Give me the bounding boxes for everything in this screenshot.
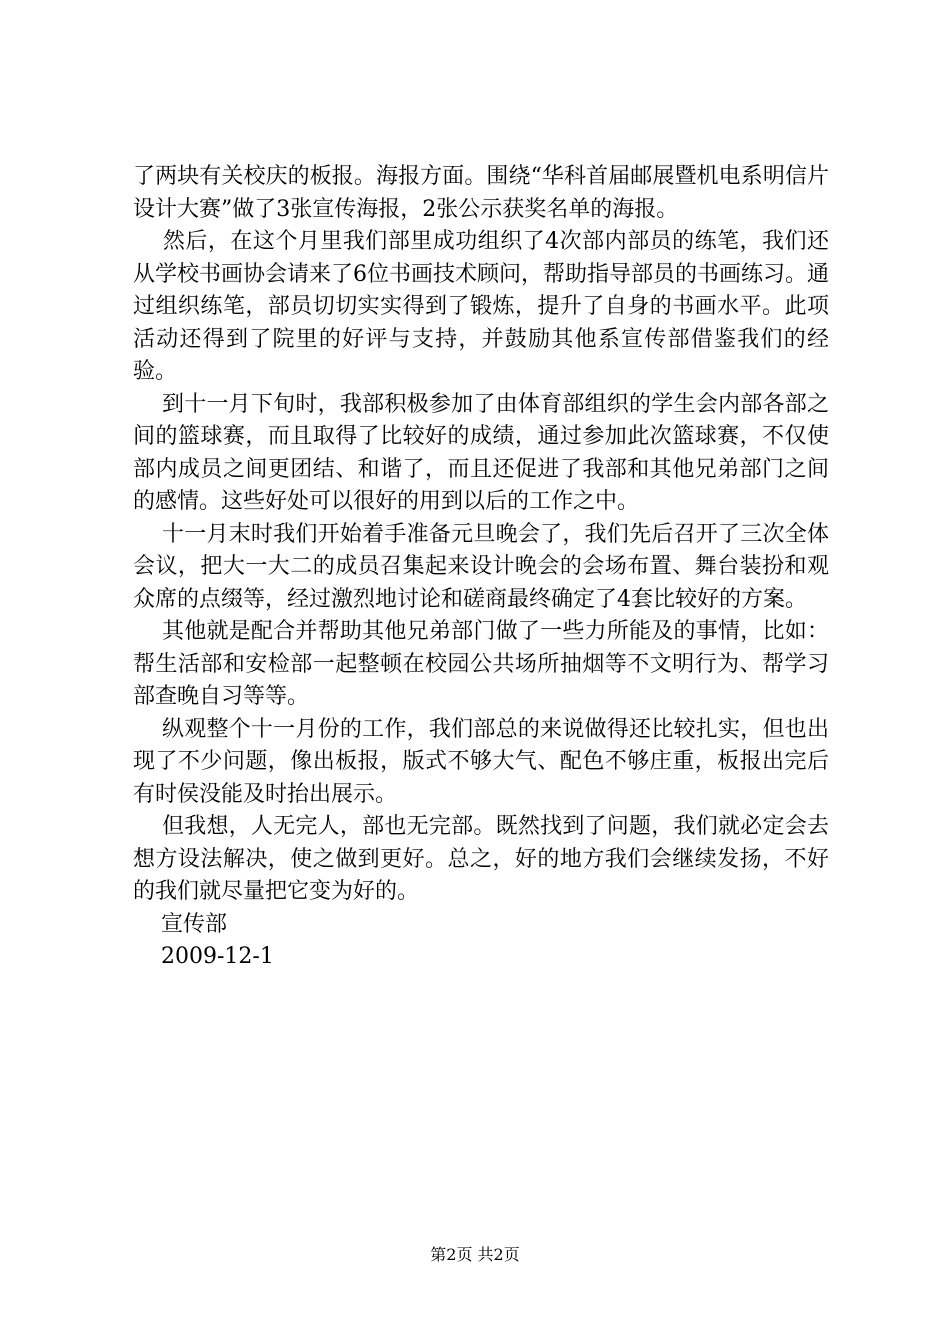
document-body (133, 161, 829, 974)
paragraph-practice: 然后，在这个月里我们部里成功组织了4次部内部员的练笔，我们还从学校书画协会请来了6位书画技术顾问，帮助指导部员的书画练习。通过组织练笔，部员切切实实得到了锻炼，提升了自身的书画水平。此项活动还得到了院里的好评与支持，并鼓励其他系宣传部借鉴我们的经验。 (133, 229, 829, 384)
paragraph-conclusion: 但我想，人无完人，部也无完部。既然找到了问题，我们就必定会去想方设法解决，使之做到更好。总之，好的地方我们会继续发扬，不好的我们就尽量把它变为好的。 (133, 814, 829, 904)
paragraph-basketball: 到十一月下旬时，我部积极参加了由体育部组织的学生会内部各部之间的篮球赛，而且取得了比较好的成绩，通过参加此次篮球赛，不仅使部内成员之间更团结、和谐了，而且还促进了我部和其他兄弟部门之间的感情。这些好处可以很好的用到以后的工作之中。 (133, 391, 829, 514)
paragraph-new-year-party: 十一月末时我们开始着手准备元旦晚会了，我们先后召开了三次全体会议，把大一大二的成员召集起来设计晚会的会场布置、舞台装扮和观众席的点缀等，经过激烈地讨论和磋商最终确定了4套比较好的方案。 (133, 521, 829, 612)
paragraph-continuation: 了两块有关校庆的板报。海报方面。围绕“华科首届邮展暨机电系明信片设计大赛”做了3张宣传海报，2张公示获奖名单的海报。 (133, 164, 829, 222)
page-number-footer: 第2页 共2页 (430, 1245, 520, 1264)
paragraph-other-help: 其他就是配合并帮助其他兄弟部门做了一些力所能及的事情，比如：帮生活部和安检部一起整顿在校园公共场所抽烟等不文明行为、帮学习部查晚自习等等。 (133, 619, 829, 709)
signature-department: 宣传部 (133, 911, 227, 937)
signature-date: 2009-12-1 (133, 944, 274, 969)
paragraph-review: 纵观整个十一月份的工作，我们部总的来说做得还比较扎实，但也出现了不少问题，像出板报，版式不够大气、配色不够庄重，板报出完后有时侯没能及时抬出展示。 (133, 716, 829, 807)
